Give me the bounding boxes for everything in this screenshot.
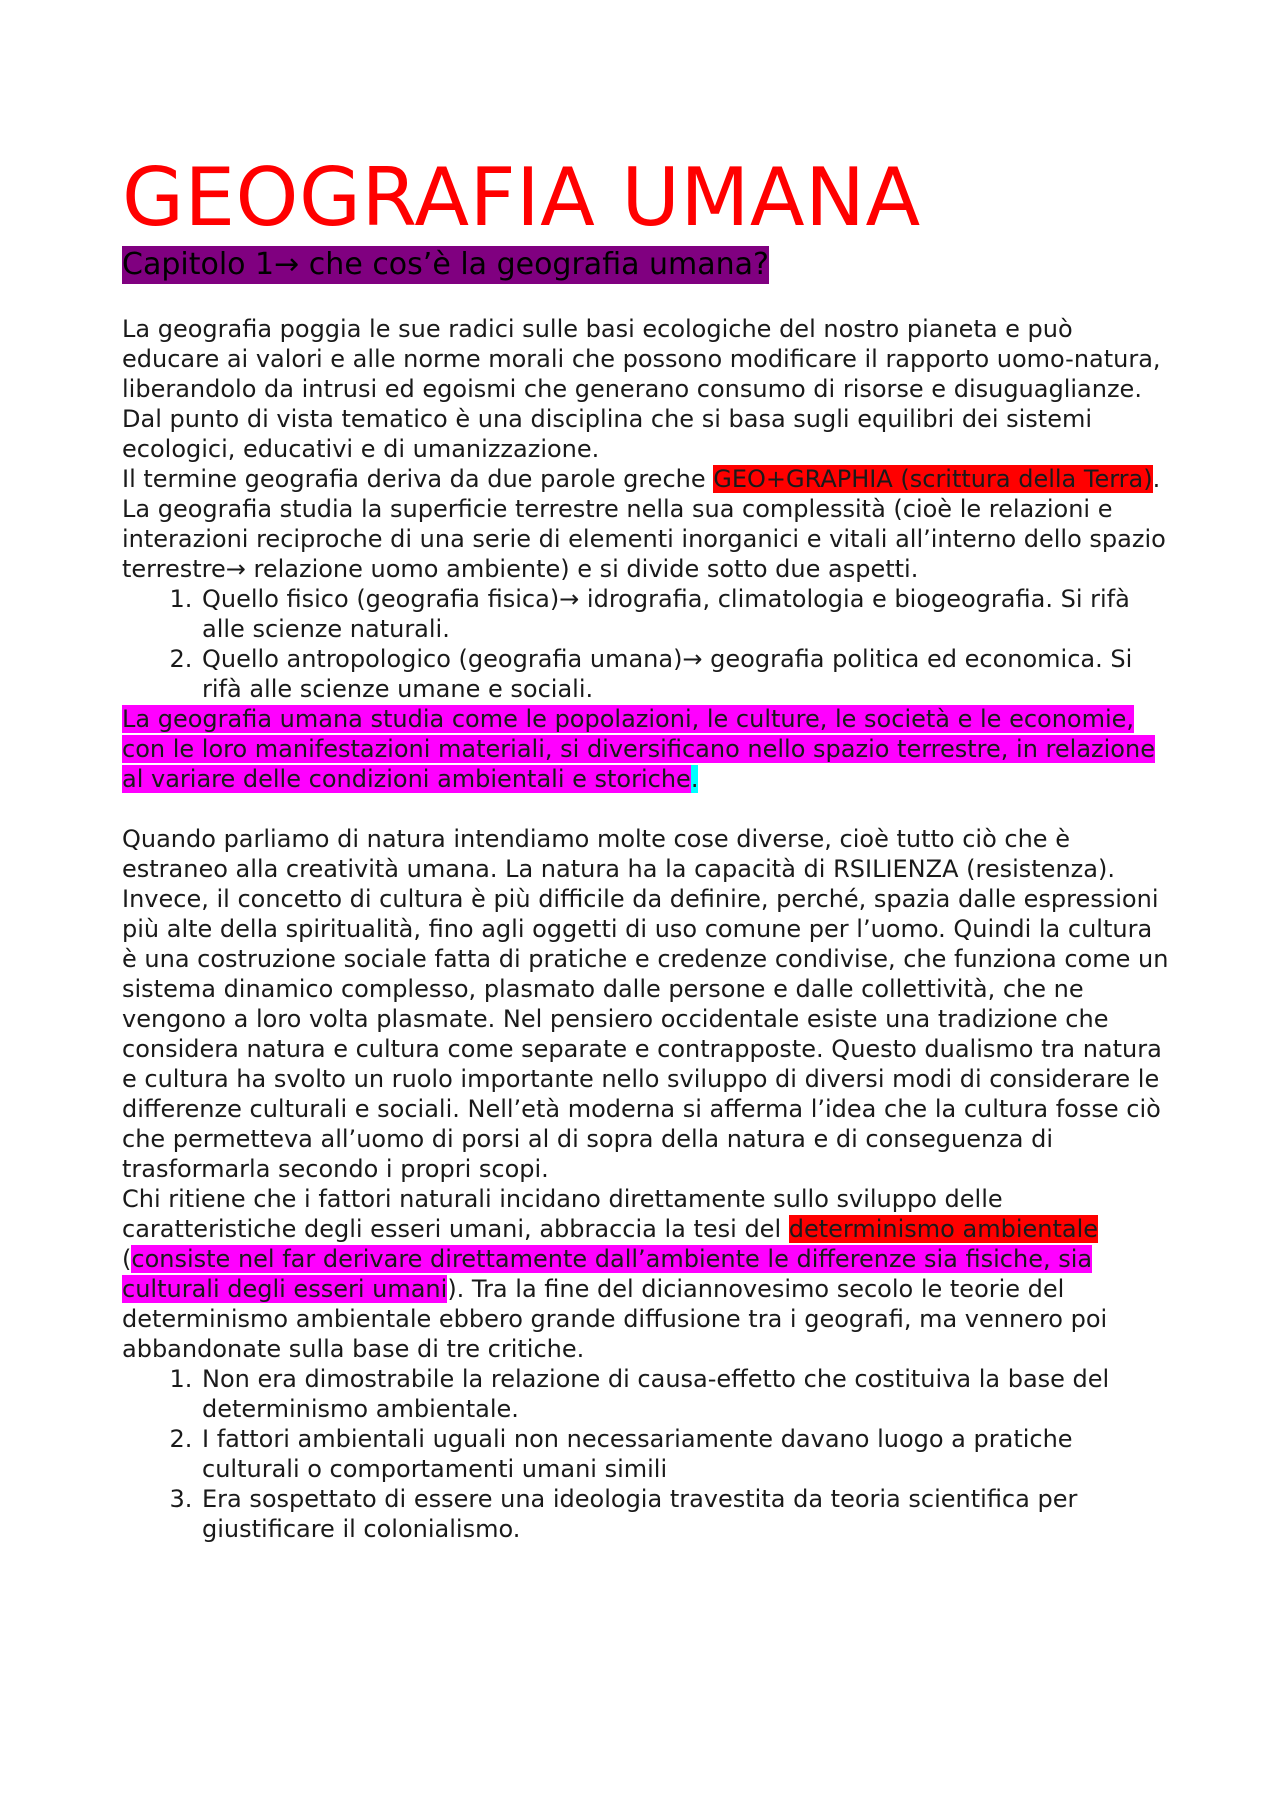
determinism-text-start: Chi ritiene che i fattori naturali incidano direttamente sullo sviluppo delle caratteristiche degli esseri umani, abbraccia la tesi del [122, 1185, 1003, 1243]
paragraph-etymology [122, 464, 1172, 584]
paragraph-culture: Invece, il concetto di cultura è più difficile da definire, perché, spazia dalle espressioni più alte della spiritualità, fino agli oggetti di uso comune per l’uomo. Quindi la cultura è una costruzione sociale fatta di pratiche e credenze condivise, che funziona come un sistema dinamico complesso, plasmato dalle persone e dalle collettività, che ne vengono a loro volta plasmate. Nel pensiero occidentale esiste una tradizione che considera natura e cultura come separate e contrapposte. Questo dualismo tra natura e cultura ha svolto un ruolo importante nello sviluppo di diversi modi di considerare le differenze culturali e sociali. Nell’età moderna si afferma l’idea che la cultura fosse ciò che permetteva all’uomo di porsi al di sopra della natura e di conseguenza di trasformarla secondo i propri scopi. [122, 885, 1169, 1183]
paragraph-nature: Quando parliamo di natura intendiamo molte cose diverse, cioè tutto ciò che è estraneo alla creatività umana. La natura ha la capacità di RSILIENZA (resistenza). [122, 825, 1115, 883]
list-item: 3. Era sospettato di essere una ideologia travestita da teoria scientifica per giustificare il colonialismo. [200, 1484, 1172, 1544]
paragraph-determinism [122, 1184, 1172, 1364]
highlight-geo-graphia: GEO+GRAPHIA (scrittura della Terra) [713, 465, 1153, 493]
highlight-definition: La geografia umana studia come le popolazioni, le culture, le società e le economie, con le loro manifestazioni materiali, si diversificano nello spazio terrestre, in relazione al variare delle condizioni ambientali e storiche [122, 705, 1155, 793]
list-item: 1. Non era dimostrabile la relazione di causa-effetto che costituiva la base del determinismo ambientale. [200, 1364, 1172, 1424]
document-title: GEOGRAFIA UMANA [122, 151, 921, 244]
highlight-period: . [690, 765, 699, 793]
determinism-paren-open: ( [122, 1245, 132, 1273]
determinism-text-end: ). Tra la fine del diciannovesimo secolo le teorie del determinismo ambientale ebbero grande diffusione tra i geografi, ma vennero poi abbandonate sulla base di tre critiche. [122, 1275, 1108, 1363]
highlight-determinism-definition: consiste nel far derivare direttamente dall’ambiente le differenze sia fisiche, sia culturali degli esseri umani [122, 1245, 1093, 1303]
aspects-list [122, 584, 1172, 704]
document-page [122, 150, 1172, 1544]
list-item: 2. Quello antropologico (geografia umana)→ geografia politica ed economica. Si rifà alle scienze umane e sociali. [200, 644, 1172, 704]
paragraph-definition [122, 704, 1172, 794]
spacer [122, 794, 1172, 824]
chapter-heading: Capitolo 1→ che cos’è la geografia umana? [122, 247, 769, 282]
etymology-text-end: . La geografia studia la superficie terrestre nella sua complessità (cioè le relazioni e interazioni reciproche di una serie di elementi inorganici e vitali all’interno dello spazio terrestre→ relazione uomo ambiente) e si divide sotto due aspetti. [122, 465, 1166, 583]
etymology-text-start: Il termine geografia deriva da due parole greche [122, 465, 714, 493]
highlight-determinismo-ambientale: determinismo ambientale [788, 1215, 1099, 1243]
paragraph-intro: La geografia poggia le sue radici sulle basi ecologiche del nostro pianeta e può educare ai valori e alle norme morali che possono modificare il rapporto uomo-natura, liberandolo da intrusi ed egoismi che generano consumo di risorse e disuguaglianze. Dal punto di vista tematico è una disciplina che si basa sugli equilibri dei sistemi ecologici, educativi e di umanizzazione. [122, 315, 1161, 463]
list-item: 2. I fattori ambientali uguali non necessariamente davano luogo a pratiche culturali o comportamenti umani simili [200, 1424, 1172, 1484]
critiques-list [122, 1364, 1172, 1544]
list-item: 1. Quello fisico (geografia fisica)→ idrografia, climatologia e biogeografia. Si rifà alle scienze naturali. [200, 584, 1172, 644]
